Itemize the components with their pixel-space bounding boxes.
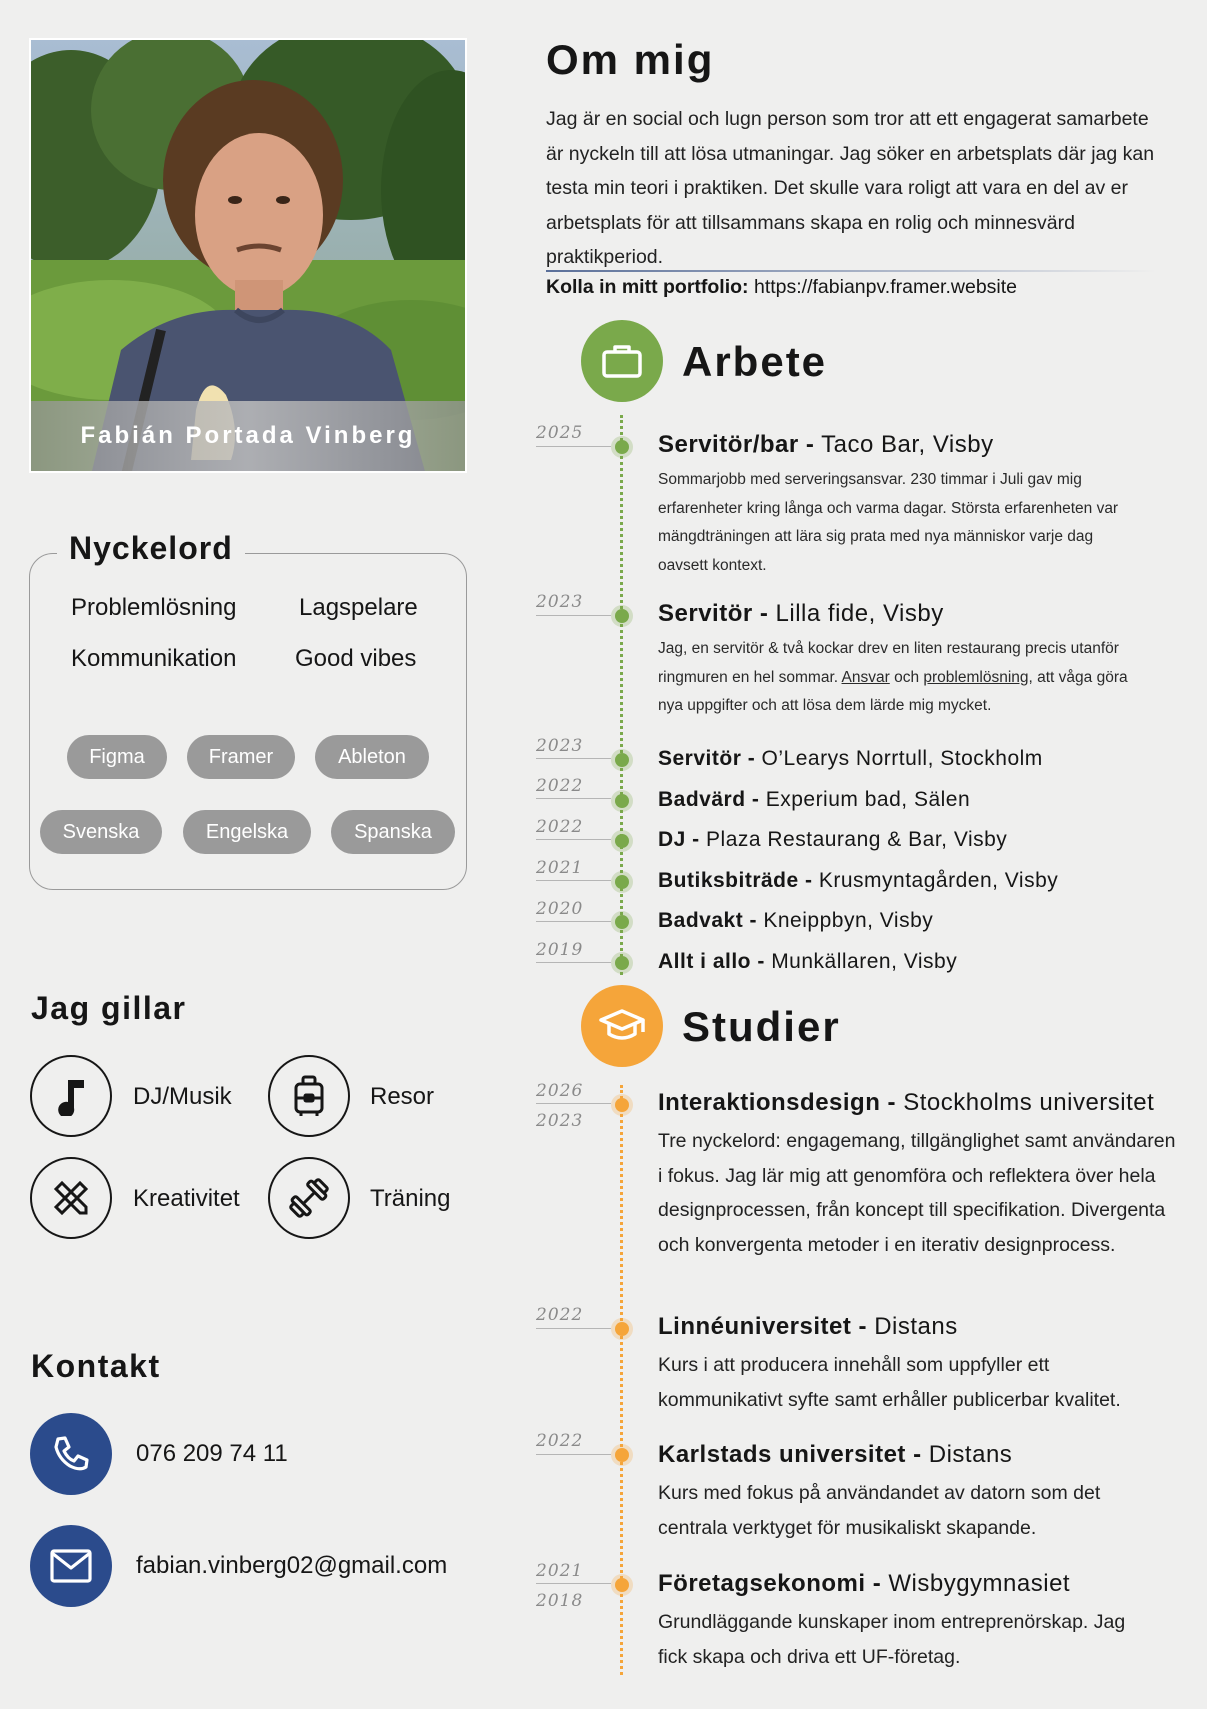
year-underline (536, 615, 611, 616)
job-heading (658, 950, 957, 974)
job-place: Taco Bar, Visby (821, 431, 994, 458)
briefcase-icon (581, 320, 663, 402)
luggage-icon (268, 1055, 350, 1137)
keyword: Good vibes (295, 645, 417, 672)
study-name: Karlstads universitet - (658, 1441, 922, 1468)
year-underline (536, 1583, 611, 1584)
job-year: 2022 (536, 817, 584, 837)
like-label: DJ/Musik (133, 1083, 232, 1110)
job-place: Krusmyntagården, Visby (818, 869, 1059, 892)
likes-title: Jag gillar (31, 990, 187, 1026)
job-role: Badvakt - (658, 909, 758, 932)
study-year-end: 2022 (536, 1305, 584, 1325)
desc-text: , att våga göra nya uppgifter och att lösa dem lärde mig mycket. (658, 668, 1128, 714)
timeline-dot (615, 440, 629, 454)
like-label: Kreativitet (133, 1185, 240, 1212)
timeline-dot (615, 794, 629, 808)
job-role: Butiksbiträde - (658, 869, 813, 892)
job-place: Plaza Restaurang & Bar, Visby (706, 828, 1008, 851)
skill-tag: Ableton (315, 735, 429, 779)
study-name: Företagsekonomi - (658, 1570, 882, 1597)
timeline-dot (615, 834, 629, 848)
skill-tag: Figma (67, 735, 167, 779)
year-underline (536, 1328, 611, 1329)
job-year: 2020 (536, 899, 584, 919)
job-year: 2022 (536, 776, 584, 796)
year-underline (536, 798, 611, 799)
keywords-title: Nyckelord (57, 530, 245, 567)
like-label: Resor (370, 1083, 435, 1110)
timeline-dot (615, 609, 629, 623)
study-heading (658, 1089, 1154, 1117)
study-description: Kurs med fokus på användandet av datorn som det centrala verktyget för musikaliskt skapande. (658, 1482, 1101, 1539)
job-year: 2021 (536, 858, 584, 878)
job-heading (658, 431, 994, 459)
phone-icon[interactable] (30, 1413, 112, 1495)
desc-underlined: Ansvar (841, 668, 890, 686)
year-underline (536, 962, 611, 963)
name-banner (31, 401, 465, 471)
divider (546, 270, 1156, 272)
job-heading (658, 869, 1058, 893)
graduation-cap-icon (581, 985, 663, 1067)
language-tag: Spanska (331, 810, 455, 854)
job-place: O’Learys Norrtull, Stockholm (761, 747, 1043, 770)
music-note-icon (30, 1055, 112, 1137)
desc-text: och (894, 668, 920, 686)
study-year-start: 2023 (536, 1111, 584, 1131)
year-underline (536, 758, 611, 759)
job-place: Munkällaren, Visby (771, 950, 958, 973)
study-heading (658, 1570, 1070, 1598)
desc-text: Jag, en servitör & två kockar drev en liten restaurang precis utanför ringmuren en hel sommar. (658, 640, 1119, 686)
timeline-dot (615, 915, 629, 929)
study-name: Interaktionsdesign - (658, 1089, 897, 1116)
job-year: 2025 (536, 423, 584, 443)
job-role: Badvärd - (658, 788, 760, 811)
timeline-dot (615, 1448, 629, 1462)
year-underline (536, 1103, 611, 1104)
language-tag: Engelska (183, 810, 311, 854)
portfolio-link[interactable]: https://fabianpv.framer.website (753, 276, 1018, 298)
like-label: Träning (370, 1185, 451, 1212)
language-tag: Svenska (40, 810, 162, 854)
job-place: Experium bad, Sälen (765, 788, 971, 811)
study-place: Distans (874, 1313, 958, 1340)
year-underline (536, 1454, 611, 1455)
timeline-dot (615, 753, 629, 767)
portfolio-label: Kolla in mitt portfolio: (546, 276, 749, 298)
skill-tag: Framer (187, 735, 295, 779)
profile-name: Fabián Portada Vinberg (80, 422, 416, 449)
job-place: Lilla fide, Visby (775, 600, 944, 627)
mail-icon[interactable] (30, 1525, 112, 1607)
timeline-dot (615, 1098, 629, 1112)
profile-photo (29, 38, 467, 473)
keyword: Problemlösning (71, 594, 237, 621)
job-description: Sommarjobb med serveringsansvar. 230 timmar i Juli gav mig erfarenheter kring långa och varma dagar. Största erfarenheten var mängdträningen att lära sig prata med nya människor varje dag oavsett kontext. (658, 471, 1119, 574)
email-address[interactable]: fabian.vinberg02@gmail.com (136, 1552, 448, 1579)
study-year-end: 2022 (536, 1431, 584, 1451)
study-place: Stockholms universitet (903, 1089, 1155, 1116)
contact-title: Kontakt (31, 1348, 161, 1384)
study-description: Tre nyckelord: engagemang, tillgänglighet samt användaren i fokus. Jag lär mig att genomföra och reflektera över hela designprocessen, från koncept till specifikation. Divergenta och konvergenta metoder i en iterativ designprocess. (658, 1130, 1176, 1256)
job-role: DJ - (658, 828, 700, 851)
study-year-end: 2021 (536, 1561, 584, 1581)
keyword: Kommunikation (71, 645, 237, 672)
ruler-pencil-icon (30, 1157, 112, 1239)
study-place: Distans (928, 1441, 1013, 1468)
job-role: Servitör - (658, 600, 769, 627)
portfolio-line (546, 276, 1017, 299)
job-description (658, 635, 1133, 721)
job-year: 2019 (536, 940, 584, 960)
timeline-dot (615, 875, 629, 889)
study-description: Grundläggande kunskaper inom entreprenörskap. Jag fick skapa och driva ett UF-företag. (658, 1611, 1126, 1668)
job-role: Servitör/bar - (658, 431, 815, 458)
job-heading (658, 747, 1043, 771)
timeline-dot (615, 1578, 629, 1592)
job-heading (658, 828, 1007, 852)
study-heading (658, 1441, 1012, 1469)
desc-underlined: problemlösning (923, 668, 1029, 686)
dumbbell-icon (268, 1157, 350, 1239)
about-title: Om mig (546, 36, 715, 83)
year-underline (536, 839, 611, 840)
job-heading (658, 788, 970, 812)
study-year-end: 2026 (536, 1081, 584, 1101)
year-underline (536, 880, 611, 881)
studies-title: Studier (682, 1003, 841, 1050)
job-place: Kneippbyn, Visby (763, 909, 934, 932)
study-year-start: 2018 (536, 1591, 584, 1611)
job-role: Servitör - (658, 747, 756, 770)
phone-number[interactable]: 076 209 74 11 (136, 1440, 288, 1467)
study-name: Linnéuniversitet - (658, 1313, 868, 1340)
job-heading (658, 600, 944, 628)
job-year: 2023 (536, 592, 584, 612)
job-role: Allt i allo - (658, 950, 765, 973)
study-place: Wisbygymnasiet (888, 1570, 1071, 1597)
study-description: Kurs i att producera innehåll som uppfyller ett kommunikativt syfte samt erhåller publicerbar kvalitet. (658, 1354, 1121, 1411)
timeline-dot (615, 1322, 629, 1336)
year-underline (536, 446, 611, 447)
keyword: Lagspelare (299, 594, 418, 621)
job-year: 2023 (536, 736, 584, 756)
work-title: Arbete (682, 338, 828, 385)
work-timeline (620, 415, 623, 975)
about-text: Jag är en social och lugn person som tror att ett engagerat samarbete är nyckeln till att lösa utmaningar. Jag söker en arbetsplats där jag kan testa min teori i praktiken. Det skulle vara roligt att vara en del av er arbetsplats för att tillsammans skapa en rolig och minnesvärd praktikperiod. (546, 108, 1155, 268)
job-heading (658, 909, 933, 933)
timeline-dot (615, 956, 629, 970)
study-heading (658, 1313, 958, 1341)
year-underline (536, 921, 611, 922)
